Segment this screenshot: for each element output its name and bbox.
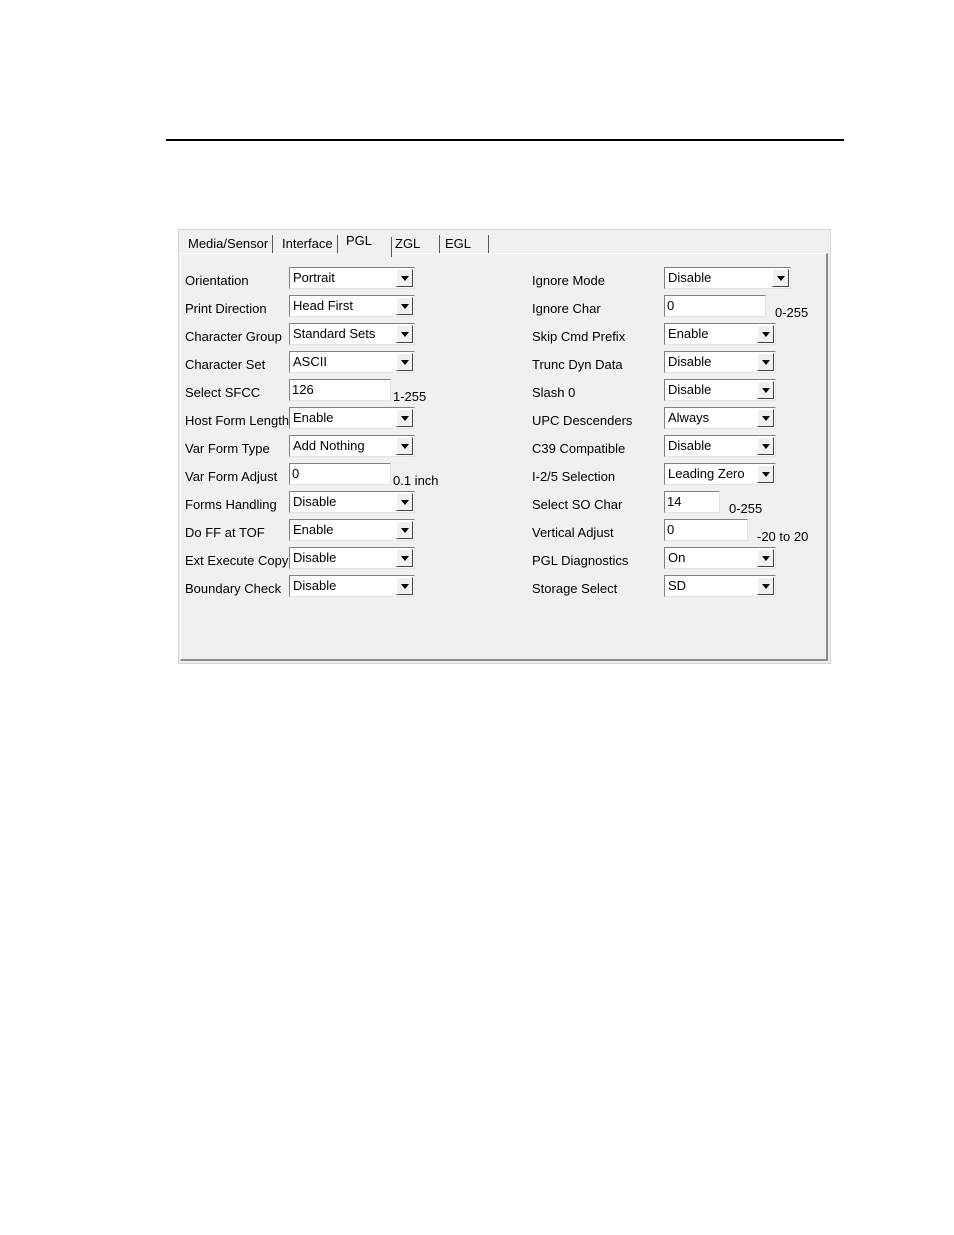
label-ignore-char: Ignore Char (532, 301, 601, 316)
chevron-down-icon[interactable] (757, 381, 774, 399)
tab-label: Media/Sensor (188, 236, 269, 251)
tab-egl[interactable] (442, 234, 487, 254)
chevron-down-icon[interactable] (772, 269, 789, 287)
ignore-char-input[interactable] (664, 295, 766, 317)
chevron-down-icon[interactable] (396, 325, 413, 343)
c39-compatible-dropdown[interactable] (664, 435, 776, 457)
tab-label: EGL (445, 236, 472, 251)
i-2-5-selection-selected-value: Leading Zero (668, 466, 745, 481)
do-ff-at-tof-dropdown[interactable] (289, 519, 415, 541)
chevron-down-icon[interactable] (757, 325, 774, 343)
label-pgl-diagnostics: PGL Diagnostics (532, 553, 629, 568)
boundary-check-selected-value: Disable (293, 578, 337, 593)
trunc-dyn-data-selected-value: Disable (668, 354, 712, 369)
orientation-dropdown[interactable] (289, 267, 415, 289)
character-set-dropdown[interactable] (289, 351, 415, 373)
tab-interface[interactable] (279, 234, 336, 254)
var-form-type-selected-value: Add Nothing (293, 438, 365, 453)
label-c39-compatible: C39 Compatible (532, 441, 626, 456)
ignore-mode-dropdown[interactable] (664, 267, 791, 289)
tab-label: PGL (346, 233, 373, 248)
c39-compatible-selected-value: Disable (668, 438, 712, 453)
chevron-down-icon[interactable] (757, 465, 774, 483)
select-sfcc-input-value: 126 (292, 382, 314, 397)
tab-label: ZGL (395, 236, 421, 251)
ignore-mode-selected-value: Disable (668, 270, 712, 285)
chevron-down-icon[interactable] (396, 409, 413, 427)
label-forms-handling: Forms Handling (185, 497, 277, 512)
chevron-down-icon[interactable] (396, 521, 413, 539)
chevron-down-icon[interactable] (396, 353, 413, 371)
page-divider-rule (166, 139, 844, 141)
trunc-dyn-data-dropdown[interactable] (664, 351, 776, 373)
var-form-adjust-input[interactable] (289, 463, 391, 485)
i-2-5-selection-dropdown[interactable] (664, 463, 776, 485)
label-trunc-dyn-data: Trunc Dyn Data (532, 357, 623, 372)
chevron-down-icon[interactable] (396, 577, 413, 595)
forms-handling-selected-value: Disable (293, 494, 337, 509)
label-select-sfcc: Select SFCC (185, 385, 261, 400)
var-form-adjust-range-hint: 0.1 inch (393, 473, 439, 488)
tab-pgl[interactable] (342, 231, 390, 255)
vertical-adjust-input[interactable] (664, 519, 748, 541)
print-direction-selected-value: Head First (293, 298, 353, 313)
tab-media-sensor[interactable] (185, 234, 271, 254)
character-group-dropdown[interactable] (289, 323, 415, 345)
host-form-length-selected-value: Enable (293, 410, 334, 425)
vertical-adjust-range-hint: -20 to 20 (757, 529, 809, 544)
pgl-diagnostics-selected-value: On (668, 550, 686, 565)
label-storage-select: Storage Select (532, 581, 618, 596)
host-form-length-dropdown[interactable] (289, 407, 415, 429)
chevron-down-icon[interactable] (396, 549, 413, 567)
label-skip-cmd-prefix: Skip Cmd Prefix (532, 329, 626, 344)
orientation-selected-value: Portrait (293, 270, 335, 285)
label-vertical-adjust: Vertical Adjust (532, 525, 614, 540)
label-character-set: Character Set (185, 357, 266, 372)
label-ignore-mode: Ignore Mode (532, 273, 605, 288)
label-var-form-adjust: Var Form Adjust (185, 469, 278, 484)
label-var-form-type: Var Form Type (185, 441, 270, 456)
select-so-char-range-hint: 0-255 (729, 501, 763, 516)
chevron-down-icon[interactable] (757, 409, 774, 427)
label-select-so-char: Select SO Char (532, 497, 623, 512)
storage-select-dropdown[interactable] (664, 575, 776, 597)
select-so-char-input[interactable] (664, 491, 720, 513)
select-so-char-input-value: 14 (667, 494, 682, 509)
chevron-down-icon[interactable] (396, 269, 413, 287)
chevron-down-icon[interactable] (396, 437, 413, 455)
chevron-down-icon[interactable] (757, 577, 774, 595)
label-i-2-5-selection: I-2/5 Selection (532, 469, 616, 484)
skip-cmd-prefix-dropdown[interactable] (664, 323, 776, 345)
ext-execute-copy-dropdown[interactable] (289, 547, 415, 569)
slash-0-dropdown[interactable] (664, 379, 776, 401)
chevron-down-icon[interactable] (396, 493, 413, 511)
label-print-direction: Print Direction (185, 301, 267, 316)
forms-handling-dropdown[interactable] (289, 491, 415, 513)
select-sfcc-range-hint: 1-255 (393, 389, 427, 404)
upc-descenders-dropdown[interactable] (664, 407, 776, 429)
var-form-adjust-input-value: 0 (292, 466, 300, 481)
character-set-selected-value: ASCII (293, 354, 327, 369)
print-direction-dropdown[interactable] (289, 295, 415, 317)
ignore-char-input-value: 0 (667, 298, 675, 313)
upc-descenders-selected-value: Always (668, 410, 710, 425)
ignore-char-range-hint: 0-255 (775, 305, 809, 320)
label-do-ff-at-tof: Do FF at TOF (185, 525, 265, 540)
label-boundary-check: Boundary Check (185, 581, 282, 596)
vertical-adjust-input-value: 0 (667, 522, 675, 537)
label-ext-execute-copy: Ext Execute Copy (185, 553, 289, 568)
label-orientation: Orientation (185, 273, 249, 288)
label-slash-0: Slash 0 (532, 385, 576, 400)
tab-label: Interface (282, 236, 333, 251)
storage-select-selected-value: SD (668, 578, 687, 593)
label-host-form-length: Host Form Length (185, 413, 290, 428)
ext-execute-copy-selected-value: Disable (293, 550, 337, 565)
tab-zgl[interactable] (392, 234, 438, 254)
character-group-selected-value: Standard Sets (293, 326, 376, 341)
chevron-down-icon[interactable] (396, 297, 413, 315)
var-form-type-dropdown[interactable] (289, 435, 415, 457)
chevron-down-icon[interactable] (757, 437, 774, 455)
chevron-down-icon[interactable] (757, 353, 774, 371)
select-sfcc-input[interactable] (289, 379, 391, 401)
slash-0-selected-value: Disable (668, 382, 712, 397)
boundary-check-dropdown[interactable] (289, 575, 415, 597)
chevron-down-icon[interactable] (757, 549, 774, 567)
pgl-settings-dialog (178, 229, 831, 664)
do-ff-at-tof-selected-value: Enable (293, 522, 334, 537)
label-character-group: Character Group (185, 329, 282, 344)
pgl-diagnostics-dropdown[interactable] (664, 547, 776, 569)
skip-cmd-prefix-selected-value: Enable (668, 326, 709, 341)
label-upc-descenders: UPC Descenders (532, 413, 633, 428)
